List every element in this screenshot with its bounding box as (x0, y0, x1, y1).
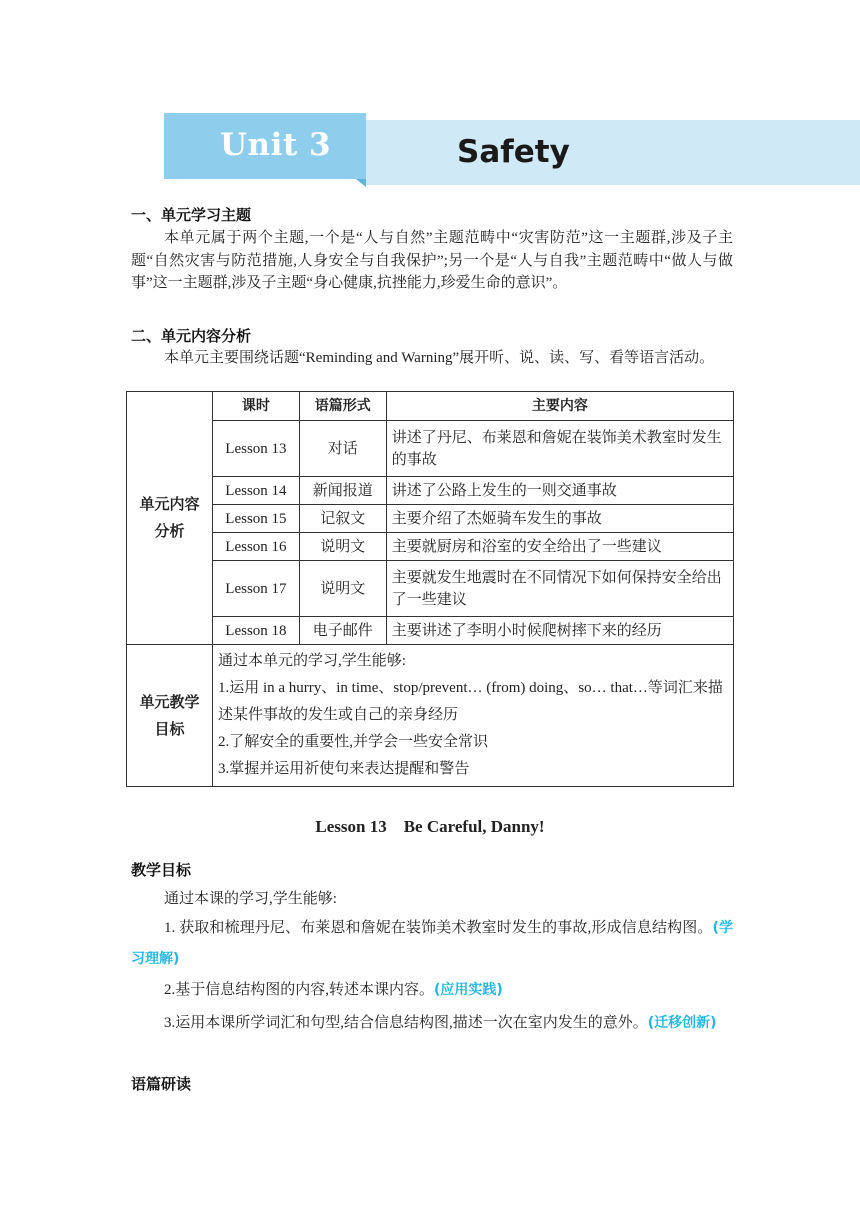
header-lesson: 课时 (212, 392, 299, 421)
content-cell: 主要就发生地震时在不同情况下如何保持安全给出了一些建议 (386, 561, 733, 617)
row-label-content: 单元内容分析 (127, 392, 213, 645)
lesson-cell: Lesson 17 (212, 561, 299, 617)
form-cell: 新闻报道 (299, 477, 386, 505)
lesson-cell: Lesson 14 (212, 477, 299, 505)
form-cell: 电子邮件 (299, 617, 386, 645)
form-cell: 记叙文 (299, 505, 386, 533)
unit-label: Unit 3 (220, 127, 332, 163)
section-heading-analysis: 二、单元内容分析 (131, 327, 252, 345)
objective-item-1 (131, 913, 733, 975)
lesson-cell: Lesson 13 (212, 421, 299, 477)
objective-text: 2.基于信息结构图的内容,转述本课内容。 (164, 982, 435, 998)
table-row (127, 477, 734, 505)
row-label-goals: 单元教学目标 (127, 645, 213, 787)
content-cell: 讲述了公路上发生的一则交通事故 (386, 477, 733, 505)
objectives-intro: 通过本课的学习,学生能够: (164, 891, 337, 907)
objective-tag: (应用实践) (434, 982, 503, 998)
header-form: 语篇形式 (299, 392, 386, 421)
goal-item: 2.了解安全的重要性,并学会一些安全常识 (217, 734, 488, 750)
objectives-heading: 教学目标 (131, 861, 192, 879)
goals-cell (212, 645, 733, 787)
unit-analysis-table (126, 391, 734, 787)
table-row (127, 421, 734, 477)
content-cell: 主要介绍了杰姬骑车发生的事故 (386, 505, 733, 533)
section-heading-theme: 一、单元学习主题 (131, 206, 252, 224)
table-row (127, 561, 734, 617)
form-cell: 对话 (299, 421, 386, 477)
objective-item-2 (131, 975, 733, 1006)
section-text-analysis: 本单元主要围绕话题“Reminding and Warning”展开听、说、读、写、看等语言活动。 (164, 350, 715, 366)
section-text-theme: 本单元属于两个主题,一个是“人与自然”主题范畴中“灾害防范”这一主题群,涉及子主题“自然灾害与防范措施,人身安全与自我保护”;另一个是“人与自我”主题范畴中“做人与做事”这一主题群,涉及子主题“身心健康,抗挫能力,珍爱生命的意识”。 (131, 230, 733, 291)
lesson-cell: Lesson 18 (212, 617, 299, 645)
objective-tag: (学习理解) (131, 920, 733, 967)
table-row (127, 617, 734, 645)
objective-text: 3.运用本课所学词汇和句型,结合信息结构图,描述一次在室内发生的意外。 (164, 1015, 648, 1031)
content-cell: 主要就厨房和浴室的安全给出了一些建议 (386, 533, 733, 561)
header-content: 主要内容 (386, 392, 733, 421)
lesson-title: Lesson 13 Be Careful, Danny! (315, 817, 545, 836)
title-banner (366, 120, 860, 185)
objective-text: 1. 获取和梳理丹尼、布莱恩和詹妮在装饰美术教室时发生的事故,形成信息结构图。 (164, 920, 713, 936)
table-row (127, 505, 734, 533)
objective-item-3 (131, 1008, 733, 1039)
goal-item: 1.运用 in a hurry、in time、stop/prevent… (from) doing、so… that…等词汇来描述某件事故的发生或自己的亲身经历 (217, 680, 723, 723)
table-row (127, 533, 734, 561)
goals-intro: 通过本单元的学习,学生能够: (217, 653, 406, 669)
content-cell: 主要讲述了李明小时候爬树摔下来的经历 (386, 617, 733, 645)
goal-item: 3.掌握并运用祈使句来表达提醒和警告 (217, 761, 470, 777)
form-cell: 说明文 (299, 561, 386, 617)
objective-tag: (迁移创新) (647, 1015, 717, 1031)
form-cell: 说明文 (299, 533, 386, 561)
lesson-cell: Lesson 15 (212, 505, 299, 533)
lesson-cell: Lesson 16 (212, 533, 299, 561)
unit-title: Safety (457, 134, 570, 170)
unit-label-tail (356, 179, 366, 187)
content-cell: 讲述了丹尼、布莱恩和詹妮在装饰美术教室时发生的事故 (386, 421, 733, 477)
reading-heading: 语篇研读 (131, 1075, 192, 1093)
